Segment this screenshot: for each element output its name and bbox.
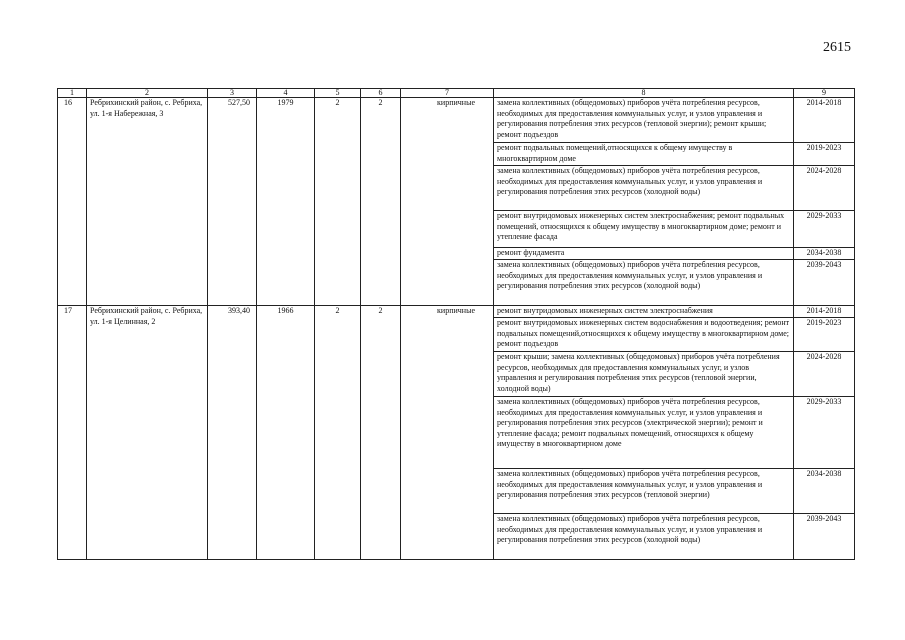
building-address: Ребрихинский район, с. Ребриха, ул. 1-я Целинная, 2 [87,306,208,560]
work-description: ремонт внутридомовых инженерных систем электроснабжения; ремонт подвальных помещений, относящихся к общему имуществу в многоквартирном доме; ремонт и утепление фасада [494,211,794,248]
building-area: 527,50 [208,98,257,306]
work-period: 2019-2023 [794,143,855,166]
work-description: замена коллективных (общедомовых) приборов учёта потребления ресурсов, необходимых для предоставления коммунальных услуг, и узлов управления и регулирования потребления этих ресурсов (тепловой энергии); ремонт крыши; ремонт подъездов [494,98,794,143]
col-header-4: 4 [257,89,315,98]
work-description: ремонт подвальных помещений,относящихся к общему имуществу в многоквартирном доме [494,143,794,166]
work-period: 2029-2033 [794,211,855,248]
building-year: 1966 [257,306,315,560]
wall-material: кирпичные [401,306,494,560]
work-period: 2039-2043 [794,260,855,306]
work-description: замена коллективных (общедомовых) приборов учёта потребления ресурсов, необходимых для предоставления коммунальных услуг, и узлов управления и регулирования потребления этих ресурсов (холодной воды) [494,166,794,211]
work-description: ремонт внутридомовых инженерных систем водоснабжения и водоотведения; ремонт подвальных помещений,относящихся к общему имуществу в многоквартирном доме; ремонт подъездов [494,318,794,352]
work-description: ремонт крыши; замена коллективных (общедомовых) приборов учёта потребления ресурсов, необходимых для предоставления коммунальных услуг, и узлов управления и регулирования потребления этих ресурсов (тепловой энергии, холодной воды) [494,352,794,397]
building-floors: 2 [315,98,361,306]
work-description: замена коллективных (общедомовых) приборов учёта потребления ресурсов, необходимых для предоставления коммунальных услуг, и узлов управления и регулирования потребления этих ресурсов (электрической энергии); ремонт и утепление фасада; ремонт подвальных помещений, относящихся к общему имуществу в многоквартирном доме [494,397,794,469]
work-period: 2029-2033 [794,397,855,469]
building-floors: 2 [315,306,361,560]
col-header-2: 2 [87,89,208,98]
building-entrances: 2 [361,98,401,306]
row-number: 17 [58,306,87,560]
work-period: 2024-2028 [794,166,855,211]
work-period: 2014-2018 [794,306,855,318]
col-header-6: 6 [361,89,401,98]
building-year: 1979 [257,98,315,306]
work-period: 2039-2043 [794,514,855,560]
col-header-1: 1 [58,89,87,98]
work-period: 2014-2018 [794,98,855,143]
work-period: 2019-2023 [794,318,855,352]
wall-material: кирпичные [401,98,494,306]
table-row [58,306,855,318]
building-entrances: 2 [361,306,401,560]
col-header-3: 3 [208,89,257,98]
repair-schedule-table [57,88,854,560]
col-header-8: 8 [494,89,794,98]
work-period: 2034-2038 [794,248,855,260]
work-period: 2034-2038 [794,469,855,514]
building-address: Ребрихинский район, с. Ребриха, ул. 1-я Набережная, 3 [87,98,208,306]
work-description: замена коллективных (общедомовых) приборов учёта потребления ресурсов, необходимых для предоставления коммунальных услуг, и узлов управления и регулирования потребления этих ресурсов (тепловой энергии) [494,469,794,514]
page-number: 2615 [823,40,851,55]
col-header-5: 5 [315,89,361,98]
work-period: 2024-2028 [794,352,855,397]
work-description: замена коллективных (общедомовых) приборов учёта потребления ресурсов, необходимых для предоставления коммунальных услуг, и узлов управления и регулирования потребления этих ресурсов (холодной воды) [494,514,794,560]
column-header-row [58,89,855,98]
building-area: 393,40 [208,306,257,560]
work-description: ремонт фундамента [494,248,794,260]
work-description: ремонт внутридомовых инженерных систем электроснабжения [494,306,794,318]
col-header-7: 7 [401,89,494,98]
row-number: 16 [58,98,87,306]
col-header-9: 9 [794,89,855,98]
work-description: замена коллективных (общедомовых) приборов учёта потребления ресурсов, необходимых для предоставления коммунальных услуг, и узлов управления и регулирования потребления этих ресурсов (холодной воды) [494,260,794,306]
table-row [58,98,855,143]
